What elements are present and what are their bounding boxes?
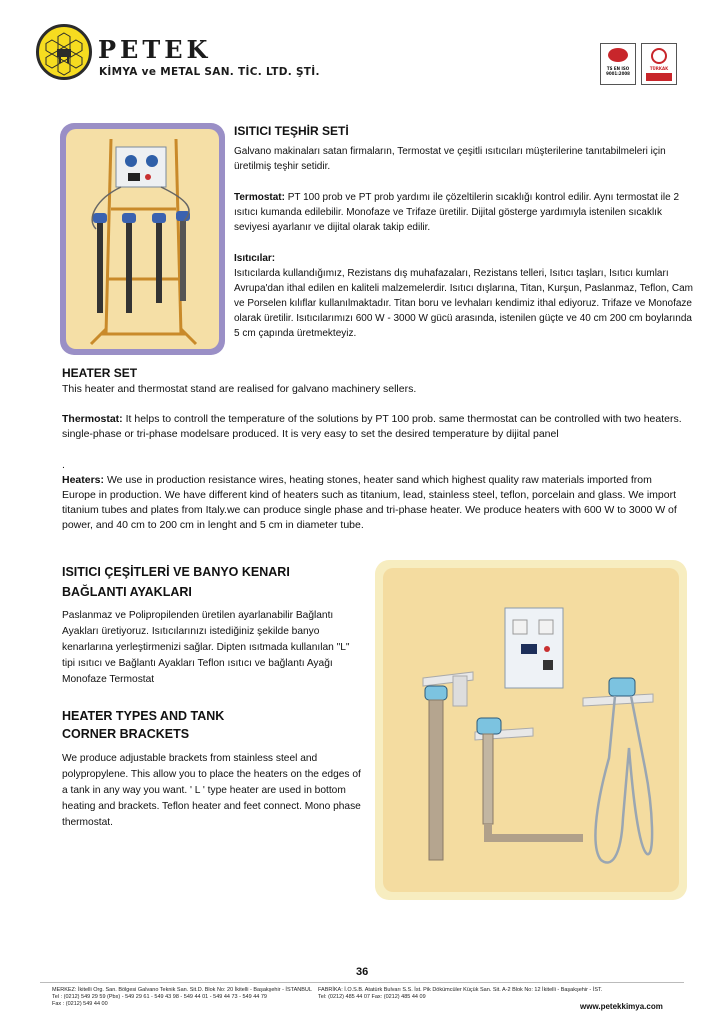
turkak-label: TÜRKAK xyxy=(649,66,669,71)
merkez-address-line: MERKEZ: İkitelli Org. San. Bölgesi Galvano Teknik San. Sit.D. Blok No: 20 İkitelli - Başakşehir - İSTANBUL xyxy=(52,987,312,993)
fabrika-phone-line: Tel: (0212) 485 44 07 Fax: (0212) 485 44 09 xyxy=(318,994,426,1000)
heater-types-photo xyxy=(383,568,679,892)
heater-types-text-tr: Paslanmaz ve Polipropilenden üretilen ayarlanabilir Bağlantı Ayakları üretiyoruz. Isıtıcılarınızı istediğiniz şekilde banyo kenarlarına yerleştirmenizi sağlar. Dipten ısıtmada kullanılan "L" tipi ısıtıcı ve Bağlantı Ayakları Teflon ısıtıcı ve bağlantı Ayağı Monofaze Termostat xyxy=(62,610,350,685)
heater-types-illustration xyxy=(383,568,679,892)
heater-types-text-en: We produce adjustable brackets from stainless steel and polypropylene. This allow you to place the heaters on the edges of a tank in any way you want. ' L ' type heater are used in bottom heating and brackets. Teflon heater and feet connect. Mono phase thermostat. xyxy=(62,753,361,828)
company-subtitle: KİMYA ve METAL SAN. TİC. LTD. ŞTİ. xyxy=(99,66,320,78)
heater-set-intro-tr: Galvano makinaları satan firmaların, Termostat ve çeşitli ısıtıcıları müşterilerine tanıtabilmeleri için üretilmiş teşhir setidir. xyxy=(234,146,666,172)
iso-label: TS EN ISO 9001:2008 xyxy=(606,66,630,76)
heater-types-title-tr-line1: ISITICI ÇEŞİTLERİ VE BANYO KENARI xyxy=(62,565,290,579)
heaters-text-tr: Isıtıcılarda kullandığımız, Rezistans dış muhafazaları, Rezistans telleri, Isıtıcı taşları, Isıtıcı kumları Avrupa'dan ithal edilen en kaliteli malzemelerdir. Isıtıcı dışlarına, Titan, Kurşun, Paslanmaz, Teflon, Cam ve Porselen kılıflar kullanılmaktadır. Titan boru ve levhaları kendimiz ithal ediyoruz. Trifaze ve Monofaze olarak üretilir. Isıtıcılarımızı 600 W - 3000 W gücü arasında, istenilen güçte ve 40 cm 200 cm boylarında 5 cm çapında üretmekteyiz. xyxy=(234,268,693,339)
thermostat-paragraph-tr xyxy=(234,190,694,235)
footer-fabrika-address xyxy=(318,987,648,1001)
turkak-badge xyxy=(641,43,677,85)
heaters-label-en: Heaters: xyxy=(62,474,105,486)
website-link[interactable]: www.petekkimya.com xyxy=(580,1002,663,1011)
separator-dot: . xyxy=(62,459,65,471)
footer-divider xyxy=(40,982,684,983)
merkez-fax-line: Fax : (0212) 549 44 00 xyxy=(52,1001,108,1007)
brand-name: PETEK xyxy=(98,35,212,64)
heater-set-title-tr: ISITICI TEŞHİR SETİ xyxy=(234,124,349,138)
heater-set-photo xyxy=(66,129,219,349)
iso-certificate-badge xyxy=(600,43,636,85)
merkez-phone-line: Tel : (0212) 549 29 59 (Pbx) - 549 29 61 - 549 43 98 - 549 44 01 - 549 44 73 - 549 44 79 xyxy=(52,994,267,1000)
heater-types-photo-frame xyxy=(375,560,687,900)
footer-merkez-address xyxy=(52,987,312,1008)
fabrika-address-line: FABRİKA: İ.O.S.B. Atatürk Bulvarı S.S. İst. Pik Dökümcüler Küçük San. Sit. A-2 Blok No: 12 İkitelli - Başakşehir - İST. xyxy=(318,987,603,993)
heater-set-intro-en: This heater and thermostat stand are realised for galvano machinery sellers. xyxy=(62,383,417,395)
company-logo xyxy=(36,24,92,80)
heater-types-title-tr-line2: BAĞLANTI AYAKLARI xyxy=(62,585,192,599)
heaters-label-tr: Isıtıcılar: xyxy=(234,253,276,264)
turkak-logo-icon xyxy=(651,48,667,64)
heater-types-title-tr xyxy=(62,562,362,602)
thermostat-label-tr: Termostat: xyxy=(234,192,285,203)
thermostat-text-en: It helps to controll the temperature of the solutions by PT 100 prob. same thermostat can be controlled with two heaters. single-phase or tri-phase modelsare produced. It is very easy to set the desired temperature by dijital panel xyxy=(62,413,682,440)
heater-set-photo-frame xyxy=(60,123,225,355)
thermostat-text-tr: PT 100 prob ve PT prob yardımı ile çözeltilerin sıcaklığı kontrol edilir. Aynı termostat ile 2 ısıtıcı kumanda edilebilir. Monofaze ve Trifaze üretilir. Dijital gösterge yardımıyla istenilen sıcaklık seviyesi ayarlanır ve dijital olarak takip edilir. xyxy=(234,192,680,233)
page-number: 36 xyxy=(356,966,369,978)
thermostat-paragraph-en xyxy=(62,412,684,442)
heater-types-title-en xyxy=(62,707,362,743)
heater-types-title-en-line1: HEATER TYPES AND TANK xyxy=(62,709,225,723)
heaters-text-en: We use in production resistance wires, heating stones, heater sand which highest quality raw materials imported from Europe in production. We have different kind of heaters such as titanium, lead, stainless steel, teflon, porcelain and glass. We import titanium tubes and plates from Italy.we can produce single phase and tri-phase heater. We produce heaters with 600 W to 3000 W of power, and 40 cm to 200 cm in lenght and 5 cm in diameter tube. xyxy=(62,474,677,531)
iso-logo-icon xyxy=(608,48,628,62)
heater-display-stand-illustration xyxy=(66,129,219,349)
heaters-paragraph-en xyxy=(62,473,684,533)
heaters-paragraph-tr xyxy=(234,251,694,341)
heater-set-title-en: HEATER SET xyxy=(62,366,138,380)
heater-types-title-en-line2: CORNER BRACKETS xyxy=(62,727,190,741)
thermostat-label-en: Thermostat: xyxy=(62,413,123,425)
